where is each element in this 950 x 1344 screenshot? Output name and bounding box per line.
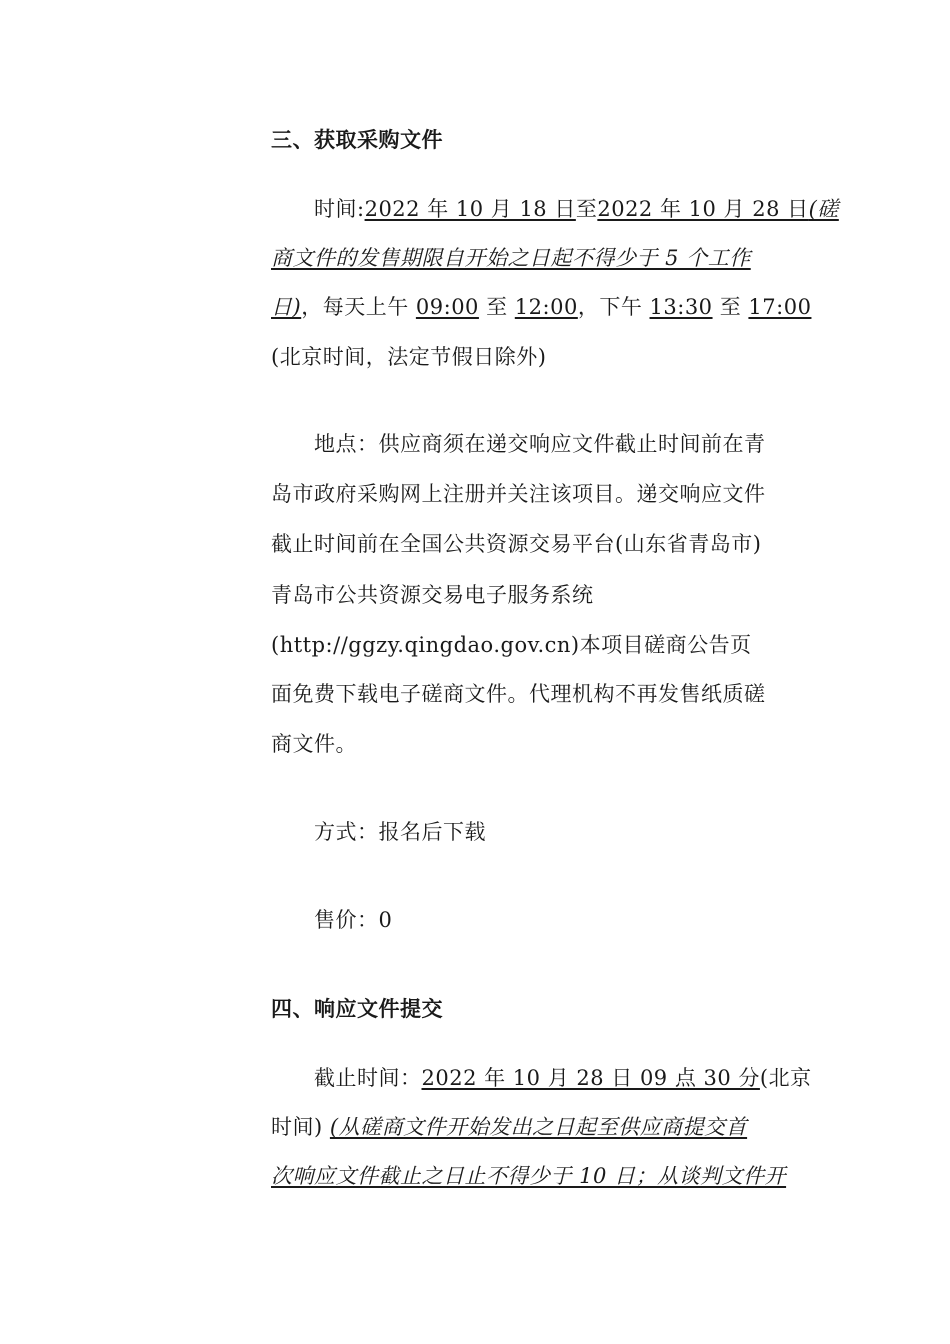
to-text: 至 xyxy=(719,295,742,319)
deadline-note-line-2: 次响应文件截止之日止不得少于 10 日；从谈判文件开 xyxy=(271,1164,787,1188)
place-line-7: 商文件。 xyxy=(271,732,357,756)
place-line-6: 面免费下载电子磋商文件。代理机构不再发售纸质磋 xyxy=(271,682,766,706)
end-date: 2022 年 10 月 28 日 xyxy=(597,197,809,221)
place-line-4: 青岛市公共资源交易电子服务系统 xyxy=(271,583,594,607)
deadline-label: 截止时间： xyxy=(314,1066,422,1090)
timezone-note: (北京时间，法定节假日除外) xyxy=(271,345,547,369)
pm-label: ，下午 xyxy=(577,295,643,319)
sale-period-note: (磋 xyxy=(808,197,839,221)
deadline-timezone-end: 时间) xyxy=(271,1115,323,1139)
time-line-3 xyxy=(271,292,812,322)
to-text: 至 xyxy=(486,295,508,319)
deadline-timezone: (北京 xyxy=(759,1066,812,1090)
section-3-heading: 三、获取采购文件 xyxy=(271,128,443,152)
deadline-note: (从磋商文件开始发出之日起至供应商提交首 xyxy=(329,1115,748,1139)
start-date: 2022 年 10 月 18 日 xyxy=(364,197,576,221)
place-line-3: 截止时间前在全国公共资源交易平台(山东省青岛市) xyxy=(271,532,762,556)
time-label: 时间: xyxy=(314,197,365,221)
time-line-1 xyxy=(314,194,839,224)
sale-period-note-line-2: 商文件的发售期限自开始之日起不得少于 5 个工作 xyxy=(271,246,751,270)
sale-period-note-end: 日) xyxy=(271,295,302,319)
am-end-time: 12:00 xyxy=(514,295,578,319)
deadline-line-1 xyxy=(314,1063,812,1093)
pm-start-time: 13:30 xyxy=(649,295,713,319)
place-line-1: 地点：供应商须在递交响应文件截止时间前在青 xyxy=(314,432,766,456)
am-start-time: 09:00 xyxy=(415,295,479,319)
price-line: 售价：0 xyxy=(314,908,393,932)
place-line-2: 岛市政府采购网上注册并关注该项目。递交响应文件 xyxy=(271,482,766,506)
daily-label: ，每天上午 xyxy=(301,295,409,319)
section-4-heading: 四、响应文件提交 xyxy=(271,997,443,1021)
deadline-line-2 xyxy=(271,1112,791,1142)
method-line: 方式：报名后下载 xyxy=(314,820,486,844)
deadline-date: 2022 年 10 月 28 日 09 点 30 分 xyxy=(421,1066,760,1090)
place-line-5: (http://ggzy.qingdao.gov.cn)本项目磋商公告页 xyxy=(271,633,752,657)
pm-end-time: 17:00 xyxy=(748,295,812,319)
to-text: 至 xyxy=(575,197,598,221)
